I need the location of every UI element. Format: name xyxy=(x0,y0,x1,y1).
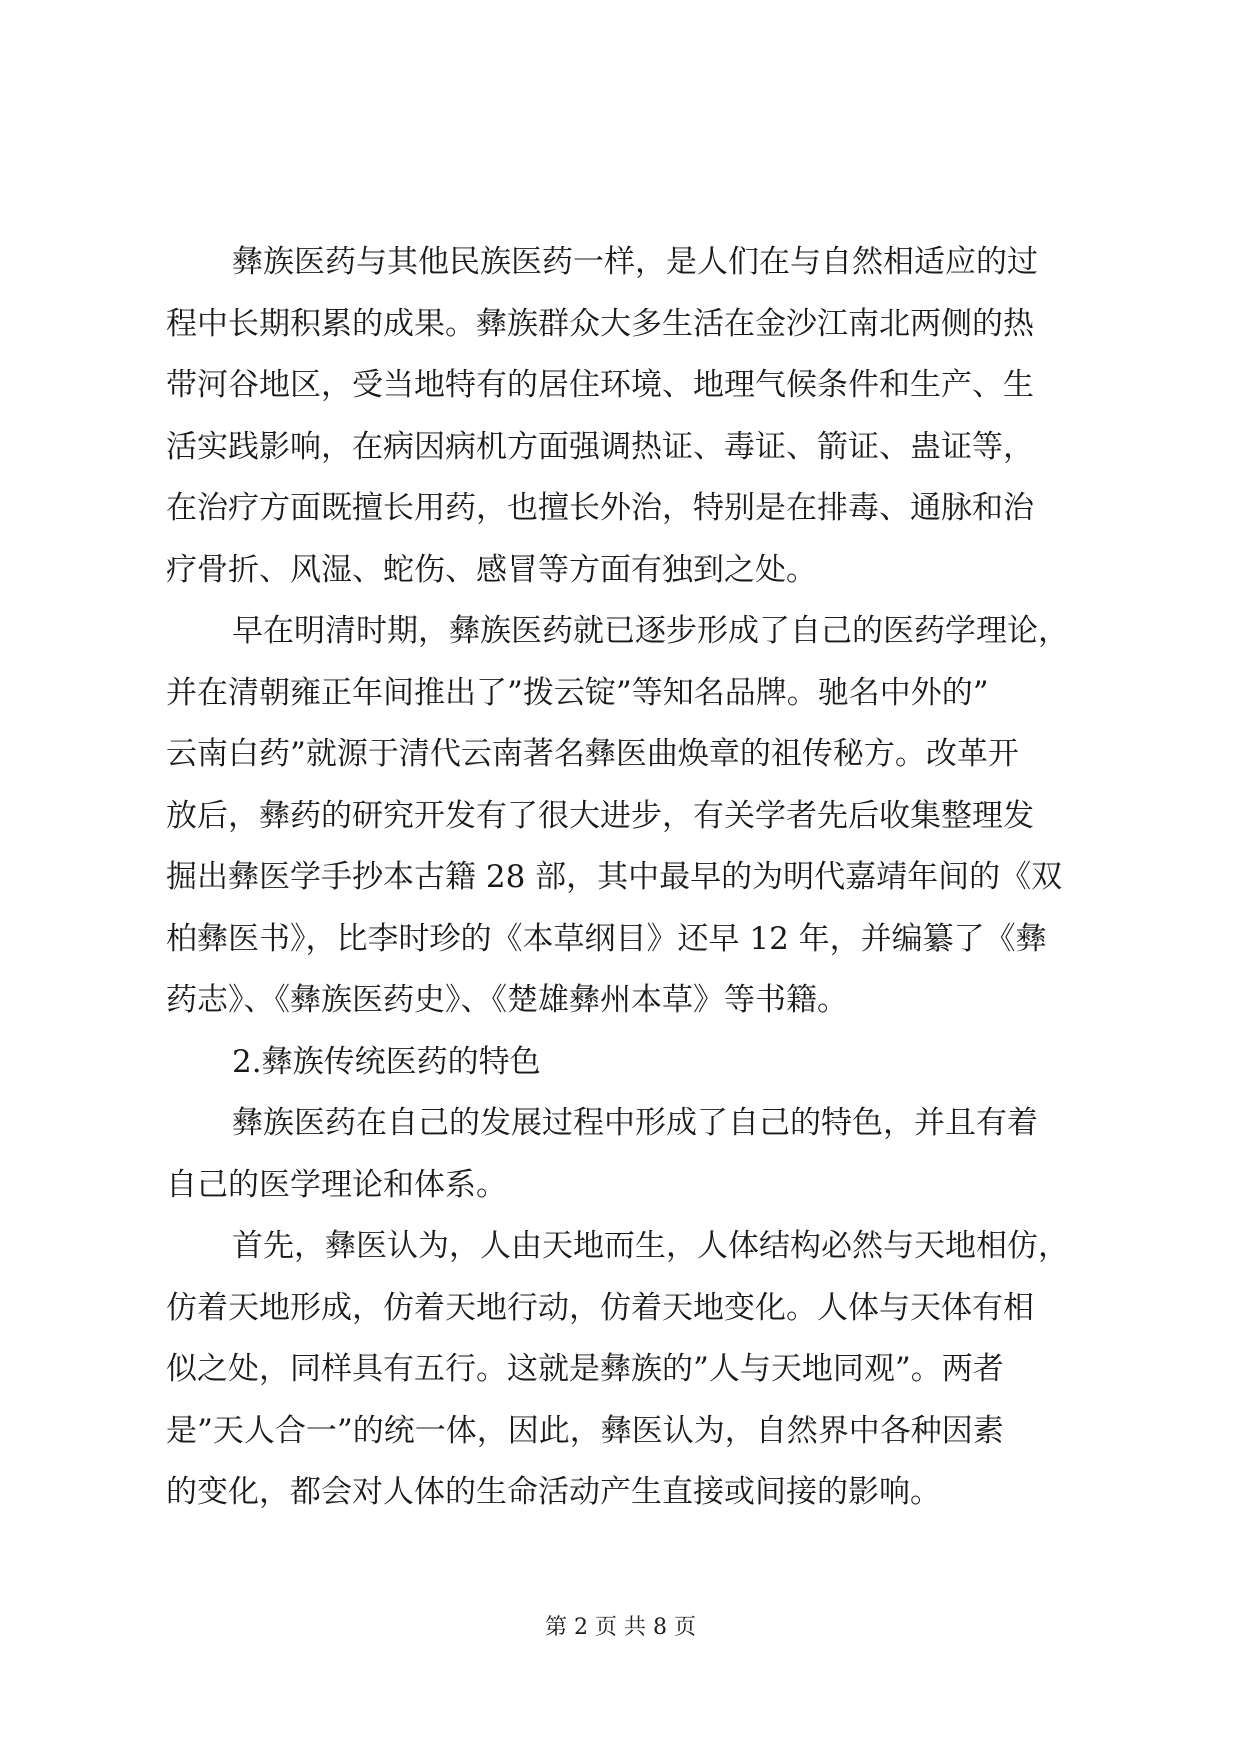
paragraph-line: 彝族医药在自己的发展过程中形成了自己的特色，并且有着 xyxy=(232,1105,1038,1141)
paragraph-line: 自己的医学理论和体系。 xyxy=(166,1166,507,1203)
section-heading-text: 2.彝族传统医药的特色 xyxy=(232,1043,541,1080)
paragraph-line: 首先，彝医认为，人由天地而生，人体结构必然与天地相仿， xyxy=(232,1228,1069,1264)
paragraph-line: 活实践影响，在病因病机方面强调热证、毒证、箭证、蛊证等， xyxy=(166,428,1034,465)
paragraph-line: 掘出彝医学手抄本古籍 28 部，其中最早的为明代嘉靖年间的《双 xyxy=(166,859,1063,895)
paragraph-line: 疗骨折、风湿、蛇伤、感冒等方面有独到之处。 xyxy=(166,551,817,588)
paragraph-line: 并在清朝雍正年间推出了”拨云锭”等知名品牌。驰名中外的” xyxy=(166,674,989,711)
paragraph-line: 带河谷地区，受当地特有的居住环境、地理气候条件和生产、生 xyxy=(166,367,1034,403)
paragraph-line: 云南白药”就源于清代云南著名彝医曲焕章的祖传秘方。改革开 xyxy=(166,736,1019,772)
paragraph-line: 的变化，都会对人体的生命活动产生直接或间接的影响。 xyxy=(166,1474,941,1510)
paragraph-line: 似之处，同样具有五行。这就是彝族的”人与天地同观”。两者 xyxy=(166,1351,1004,1387)
paragraph-line: 彝族医药与其他民族医药一样，是人们在与自然相适应的过 xyxy=(232,244,1038,280)
document-body xyxy=(166,232,1077,1524)
paragraph-ming-qing-history xyxy=(166,601,1077,1032)
paragraph-line: 早在明清时期，彝族医药就已逐步形成了自己的医药学理论， xyxy=(232,613,1069,649)
page-number-footer: 第 2 页 共 8 页 xyxy=(545,1615,696,1640)
paragraph-line: 柏彝医书》，比李时珍的《本草纲目》还早 12 年，并编纂了《彝 xyxy=(166,920,1047,957)
paragraph-line: 药志》、《彝族医药史》、《楚雄彝州本草》等书籍。 xyxy=(166,982,848,1018)
paragraph-heaven-human-unity xyxy=(166,1216,1077,1524)
paragraph-line: 放后，彝药的研究开发有了很大进步，有关学者先后收集整理发 xyxy=(166,797,1034,834)
paragraph-line: 仿着天地形成，仿着天地行动，仿着天地变化。人体与天体有相 xyxy=(166,1289,1034,1326)
paragraph-line: 是”天人合一”的统一体，因此，彝医认为，自然界中各种因素 xyxy=(166,1412,1004,1449)
paragraph-yi-medicine-origin xyxy=(166,232,1077,601)
paragraph-line: 在治疗方面既擅长用药，也擅长外治，特别是在排毒、通脉和治 xyxy=(166,490,1034,526)
paragraph-line: 程中长期积累的成果。彝族群众大多生活在金沙江南北两侧的热 xyxy=(166,305,1034,342)
paragraph-features-intro xyxy=(166,1093,1077,1216)
section-heading xyxy=(166,1032,1077,1094)
